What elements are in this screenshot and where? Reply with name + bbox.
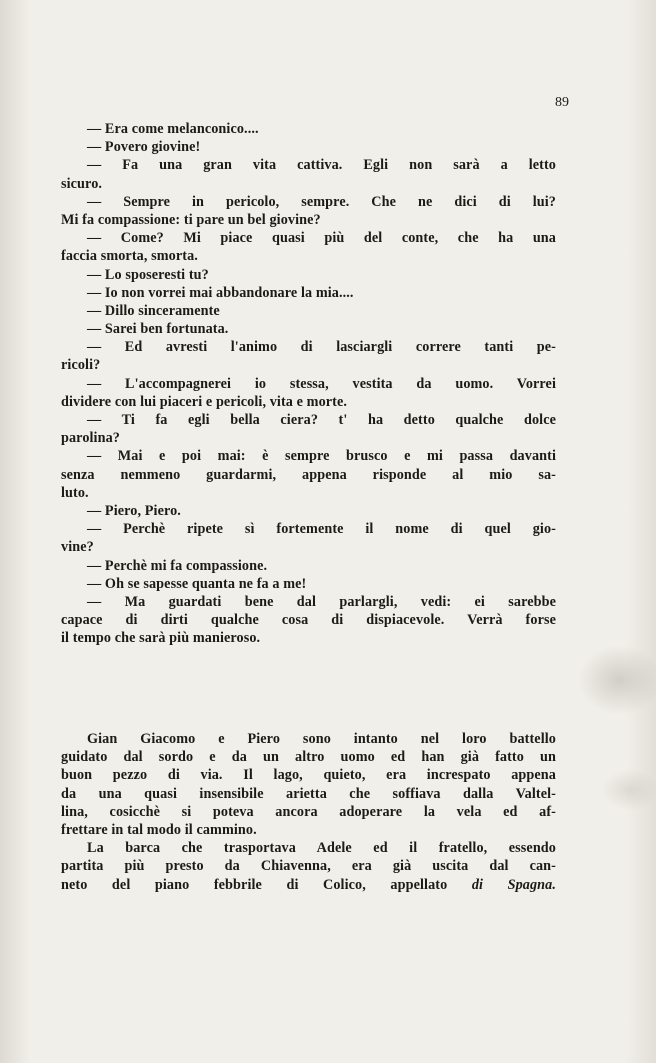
dialogue-line xyxy=(61,466,556,484)
dialogue-line xyxy=(61,356,556,374)
line-text: faccia smorta, smorta. xyxy=(61,248,198,265)
dialogue-line xyxy=(61,320,556,338)
line-text: — Sempre in pericolo, sempre. Che ne dici di lui? xyxy=(87,193,556,210)
dialogue-line xyxy=(61,338,556,356)
dialogue-line xyxy=(61,538,556,556)
line-text: senza nemmeno guardarmi, appena risponde al mio sa- xyxy=(61,466,556,483)
dialogue-line xyxy=(61,575,556,593)
narrative-line xyxy=(61,821,556,839)
dialogue-line xyxy=(61,138,556,156)
line-text: neto del piano febbrile di Colico, appellato xyxy=(61,876,472,893)
narrative-line xyxy=(61,748,556,766)
narrative-line xyxy=(61,730,556,748)
dialogue-line xyxy=(61,557,556,575)
line-text: — Come? Mi piace quasi più del conte, che ha una xyxy=(87,230,556,247)
dialogue-line xyxy=(61,211,556,229)
line-text: guidato dal sordo e da un altro uomo ed han già fatto un xyxy=(61,749,556,766)
line-text: buon pezzo di via. Il lago, quieto, era increspato appena xyxy=(61,767,556,784)
dialogue-line xyxy=(61,611,556,629)
line-text: — Perchè ripete sì fortemente il nome di quel gio- xyxy=(87,521,556,538)
narrative-line xyxy=(61,785,556,803)
dialogue-line xyxy=(61,429,556,447)
line-text: — Ti fa egli bella ciera? t' ha detto qualche dolce xyxy=(87,412,556,428)
narrative-line xyxy=(61,876,556,894)
dialogue-line xyxy=(61,447,556,465)
line-text: Gian Giacomo e Piero sono intanto nel loro battello xyxy=(87,731,556,747)
line-text: il tempo che sarà più manieroso. xyxy=(61,630,261,647)
dialogue-line xyxy=(61,193,556,211)
line-text: capace di dirti qualche cosa di dispiacevole. Verrà forse xyxy=(61,612,556,629)
narrative-block xyxy=(61,730,556,894)
dialogue-line xyxy=(61,629,556,647)
page-number: 89 xyxy=(555,95,569,110)
dialogue-line xyxy=(61,375,556,393)
dialogue-line xyxy=(61,120,556,138)
dialogue-line xyxy=(61,175,556,193)
line-text: dividere con lui piaceri e pericoli, vita e morte. xyxy=(61,393,348,410)
line-text: vine? xyxy=(61,539,94,556)
line-text: sicuro. xyxy=(61,175,103,192)
line-text: — Perchè mi fa compassione. xyxy=(87,557,268,574)
dialogue-line xyxy=(61,393,556,411)
dialogue-line xyxy=(61,484,556,502)
line-text: — Dillo sinceramente xyxy=(87,302,220,319)
dialogue-line xyxy=(61,502,556,520)
line-text: partita più presto da Chiavenna, era già uscita dal can- xyxy=(61,858,556,875)
line-text: — Fa una gran vita cattiva. Egli non sarà a letto xyxy=(87,157,556,174)
line-text: lina, cosicchè si poteva ancora adoperare la vela ed af- xyxy=(61,803,556,820)
line-text: — Piero, Piero. xyxy=(87,502,181,519)
line-text: da una quasi insensibile arietta che soffiava dalla Valtel- xyxy=(61,785,556,802)
line-text: — Povero giovine! xyxy=(87,139,201,156)
line-text: — Ma guardati bene dal parlargli, vedi: ei sarebbe xyxy=(87,593,556,610)
dialogue-line xyxy=(61,302,556,320)
line-text: — Era come melanconico.... xyxy=(87,121,259,137)
line-text: luto. xyxy=(61,484,89,501)
line-text: frettare in tal modo il cammino. xyxy=(61,821,257,838)
line-text: — Lo sposeresti tu? xyxy=(87,266,209,283)
narrative-line xyxy=(61,857,556,875)
dialogue-line xyxy=(61,411,556,429)
dialogue-line xyxy=(61,156,556,174)
dialogue-line xyxy=(61,593,556,611)
narrative-line xyxy=(61,803,556,821)
dialogue-block xyxy=(61,120,556,647)
dialogue-line xyxy=(61,266,556,284)
dialogue-line xyxy=(61,520,556,538)
dialogue-line xyxy=(61,229,556,247)
line-text: La barca che trasportava Adele ed il fratello, essendo xyxy=(87,840,556,857)
narrative-line xyxy=(61,839,556,857)
line-text: — Io non vorrei mai abbandonare la mia.... xyxy=(87,284,354,301)
narrative-line xyxy=(61,766,556,784)
line-text: parolina? xyxy=(61,430,120,447)
line-text: — Sarei ben fortunata. xyxy=(87,321,229,338)
line-text: — Mai e poi mai: è sempre brusco e mi passa davanti xyxy=(87,448,556,465)
dialogue-line xyxy=(61,247,556,265)
line-text: Mi fa compassione: ti pare un bel giovine? xyxy=(61,211,321,228)
dialogue-line xyxy=(61,284,556,302)
line-text: ricoli? xyxy=(61,357,101,374)
line-text: — Oh se sapesse quanta ne fa a me! xyxy=(87,575,307,592)
line-text: — Ed avresti l'animo di lasciargli correre tanti pe- xyxy=(87,339,556,356)
line-text: — L'accompagnerei io stessa, vestita da uomo. Vorrei xyxy=(87,375,556,392)
italic-text: di Spagna. xyxy=(471,876,556,893)
